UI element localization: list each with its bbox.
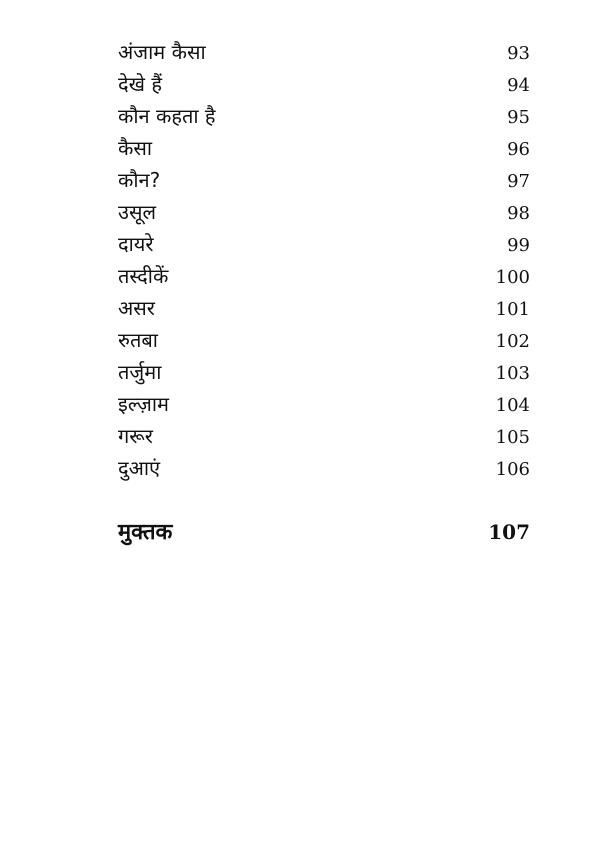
toc-entry-title: इल्ज़ाम	[118, 392, 169, 416]
toc-entry-title: कौन कहता है	[118, 104, 216, 128]
toc-entry	[118, 36, 530, 68]
toc-entry-page: 105	[495, 427, 530, 448]
toc-entry-page: 93	[507, 43, 530, 64]
toc-entry-title: कौन?	[118, 168, 161, 192]
toc-entry-title: दायरे	[118, 232, 154, 256]
toc-entry	[118, 324, 530, 356]
toc-entry-title: असर	[118, 296, 155, 320]
toc-entry	[118, 132, 530, 164]
toc-entry-title: उसूल	[118, 200, 157, 224]
toc-entry-page: 101	[495, 299, 530, 320]
toc-entry-page: 95	[507, 107, 530, 128]
toc-entry-title: अंजाम कैसा	[118, 40, 206, 64]
toc-entry-page: 98	[507, 203, 530, 224]
toc-section-entry	[118, 514, 530, 550]
toc-entry-page: 100	[495, 267, 530, 288]
toc-entry-title: गरूर	[118, 424, 153, 448]
table-of-contents	[118, 36, 530, 484]
toc-entry	[118, 388, 530, 420]
toc-entry-title: रुतबा	[118, 328, 158, 352]
toc-entry	[118, 196, 530, 228]
toc-section	[118, 514, 530, 550]
toc-entry	[118, 452, 530, 484]
toc-entry-title: कैसा	[118, 136, 153, 160]
toc-entry	[118, 356, 530, 388]
toc-entry-title: तर्जुमा	[118, 360, 162, 384]
toc-entry-title: दुआएं	[118, 456, 161, 480]
toc-entry-page: 103	[495, 363, 530, 384]
toc-entry	[118, 228, 530, 260]
toc-entry-page: 94	[507, 75, 530, 96]
toc-entry-page: 102	[495, 331, 530, 352]
toc-entry-page: 104	[495, 395, 530, 416]
toc-entry-page: 97	[507, 171, 530, 192]
toc-section-title: मुक्तक	[118, 520, 173, 545]
toc-entry	[118, 260, 530, 292]
toc-entry	[118, 420, 530, 452]
toc-entry-title: देखे हैं	[118, 72, 162, 96]
toc-entry-title: तस्दीकें	[118, 264, 169, 288]
toc-entry	[118, 68, 530, 100]
toc-entry	[118, 100, 530, 132]
toc-entry-page: 99	[507, 235, 530, 256]
toc-entry-page: 96	[507, 139, 530, 160]
toc-entry-page: 106	[495, 459, 530, 480]
toc-entry	[118, 292, 530, 324]
toc-section-page: 107	[488, 520, 530, 544]
toc-entry	[118, 164, 530, 196]
